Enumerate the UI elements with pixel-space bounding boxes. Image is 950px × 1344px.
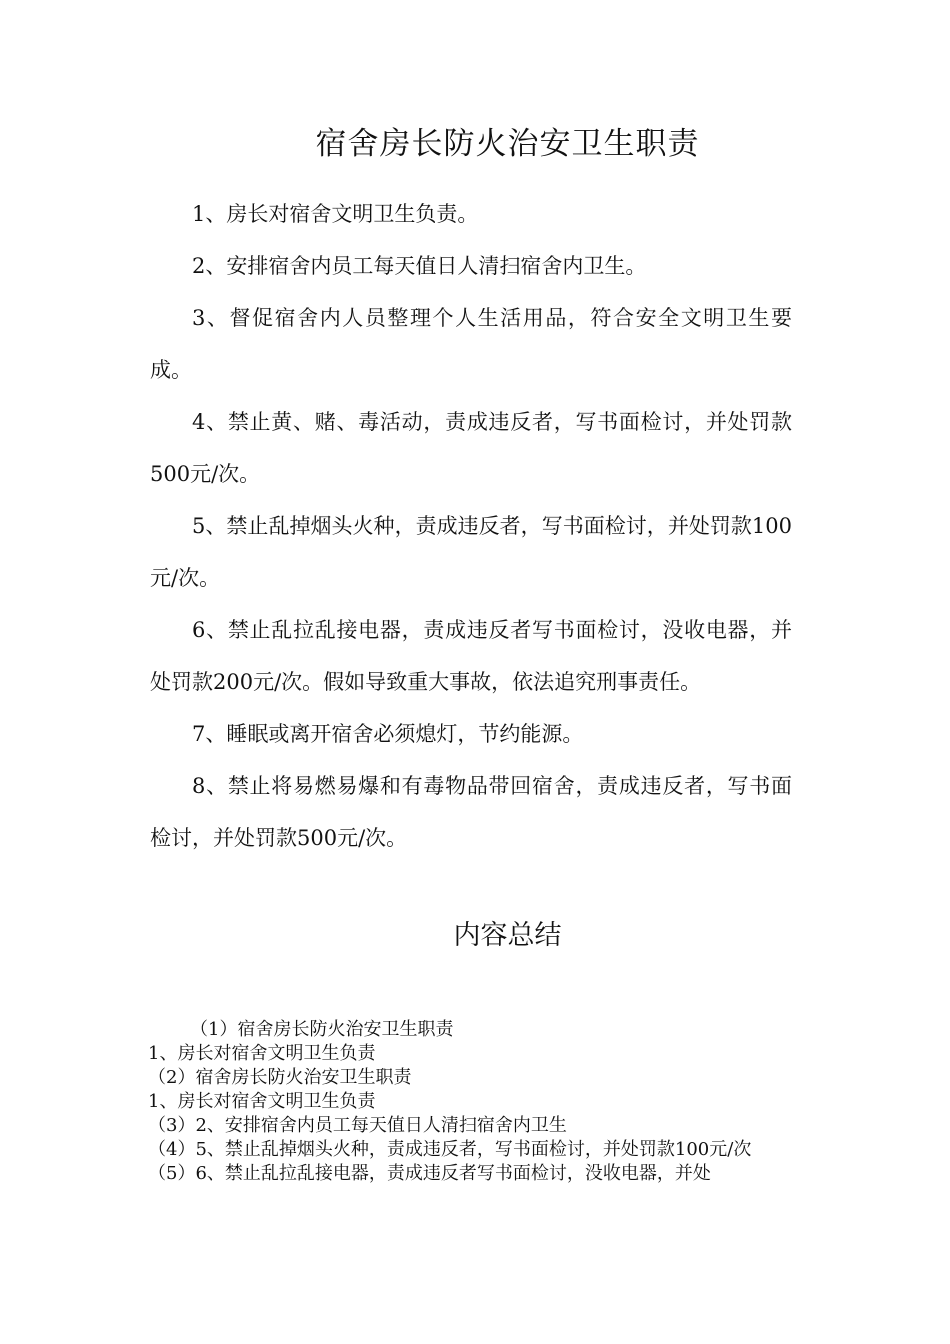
- document-title: 宿舍房长防火治安卫生职责: [315, 126, 700, 162]
- rule-item-1: 1、房长对宿舍文明卫生负责。: [192, 202, 479, 226]
- rule-item-2: 2、安排宿舍内员工每天值日人清扫宿舍内卫生。: [192, 254, 647, 278]
- rule-item-7: 7、睡眠或离开宿舍必须熄灯，节约能源。: [192, 722, 584, 746]
- rule-item-4: 4、禁止黄、赌、毒活动，责成违反者，写书面检讨，并处罚款500元/次。: [150, 410, 792, 486]
- summary-title: 内容总结: [453, 920, 562, 951]
- rule-item-5: 5、禁止乱掉烟头火种，责成违反者，写书面检讨，并处罚款100元/次。: [150, 514, 792, 590]
- summary-line-2: 1、房长对宿舍文明卫生负责: [148, 1043, 376, 1064]
- summary-line-1: （1）宿舍房长防火治安卫生职责: [190, 1019, 454, 1040]
- rule-item-8: 8、禁止将易燃易爆和有毒物品带回宿舍，责成违反者，写书面检讨，并处罚款500元/次。: [150, 774, 792, 850]
- summary-line-7: （5）6、禁止乱拉乱接电器，责成违反者写书面检讨，没收电器，并处: [148, 1163, 711, 1184]
- summary-line-5: （3）2、安排宿舍内员工每天值日人清扫宿舍内卫生: [148, 1115, 567, 1136]
- rule-item-3: 3、督促宿舍内人员整理个人生活用品，符合安全文明卫生要成。: [150, 306, 792, 382]
- rules-list: [150, 188, 792, 864]
- summary-line-6: （4）5、禁止乱掉烟头火种，责成违反者，写书面检讨，并处罚款100元/次: [148, 1139, 752, 1160]
- summary-line-4: 1、房长对宿舍文明卫生负责: [148, 1091, 376, 1112]
- summary-line-3: （2）宿舍房长防火治安卫生职责: [148, 1067, 412, 1088]
- rule-item-6: 6、禁止乱拉乱接电器，责成违反者写书面检讨，没收电器，并处罚款200元/次。假如导致重大事故，依法追究刑事责任。: [150, 618, 792, 694]
- summary-list: [148, 1018, 793, 1186]
